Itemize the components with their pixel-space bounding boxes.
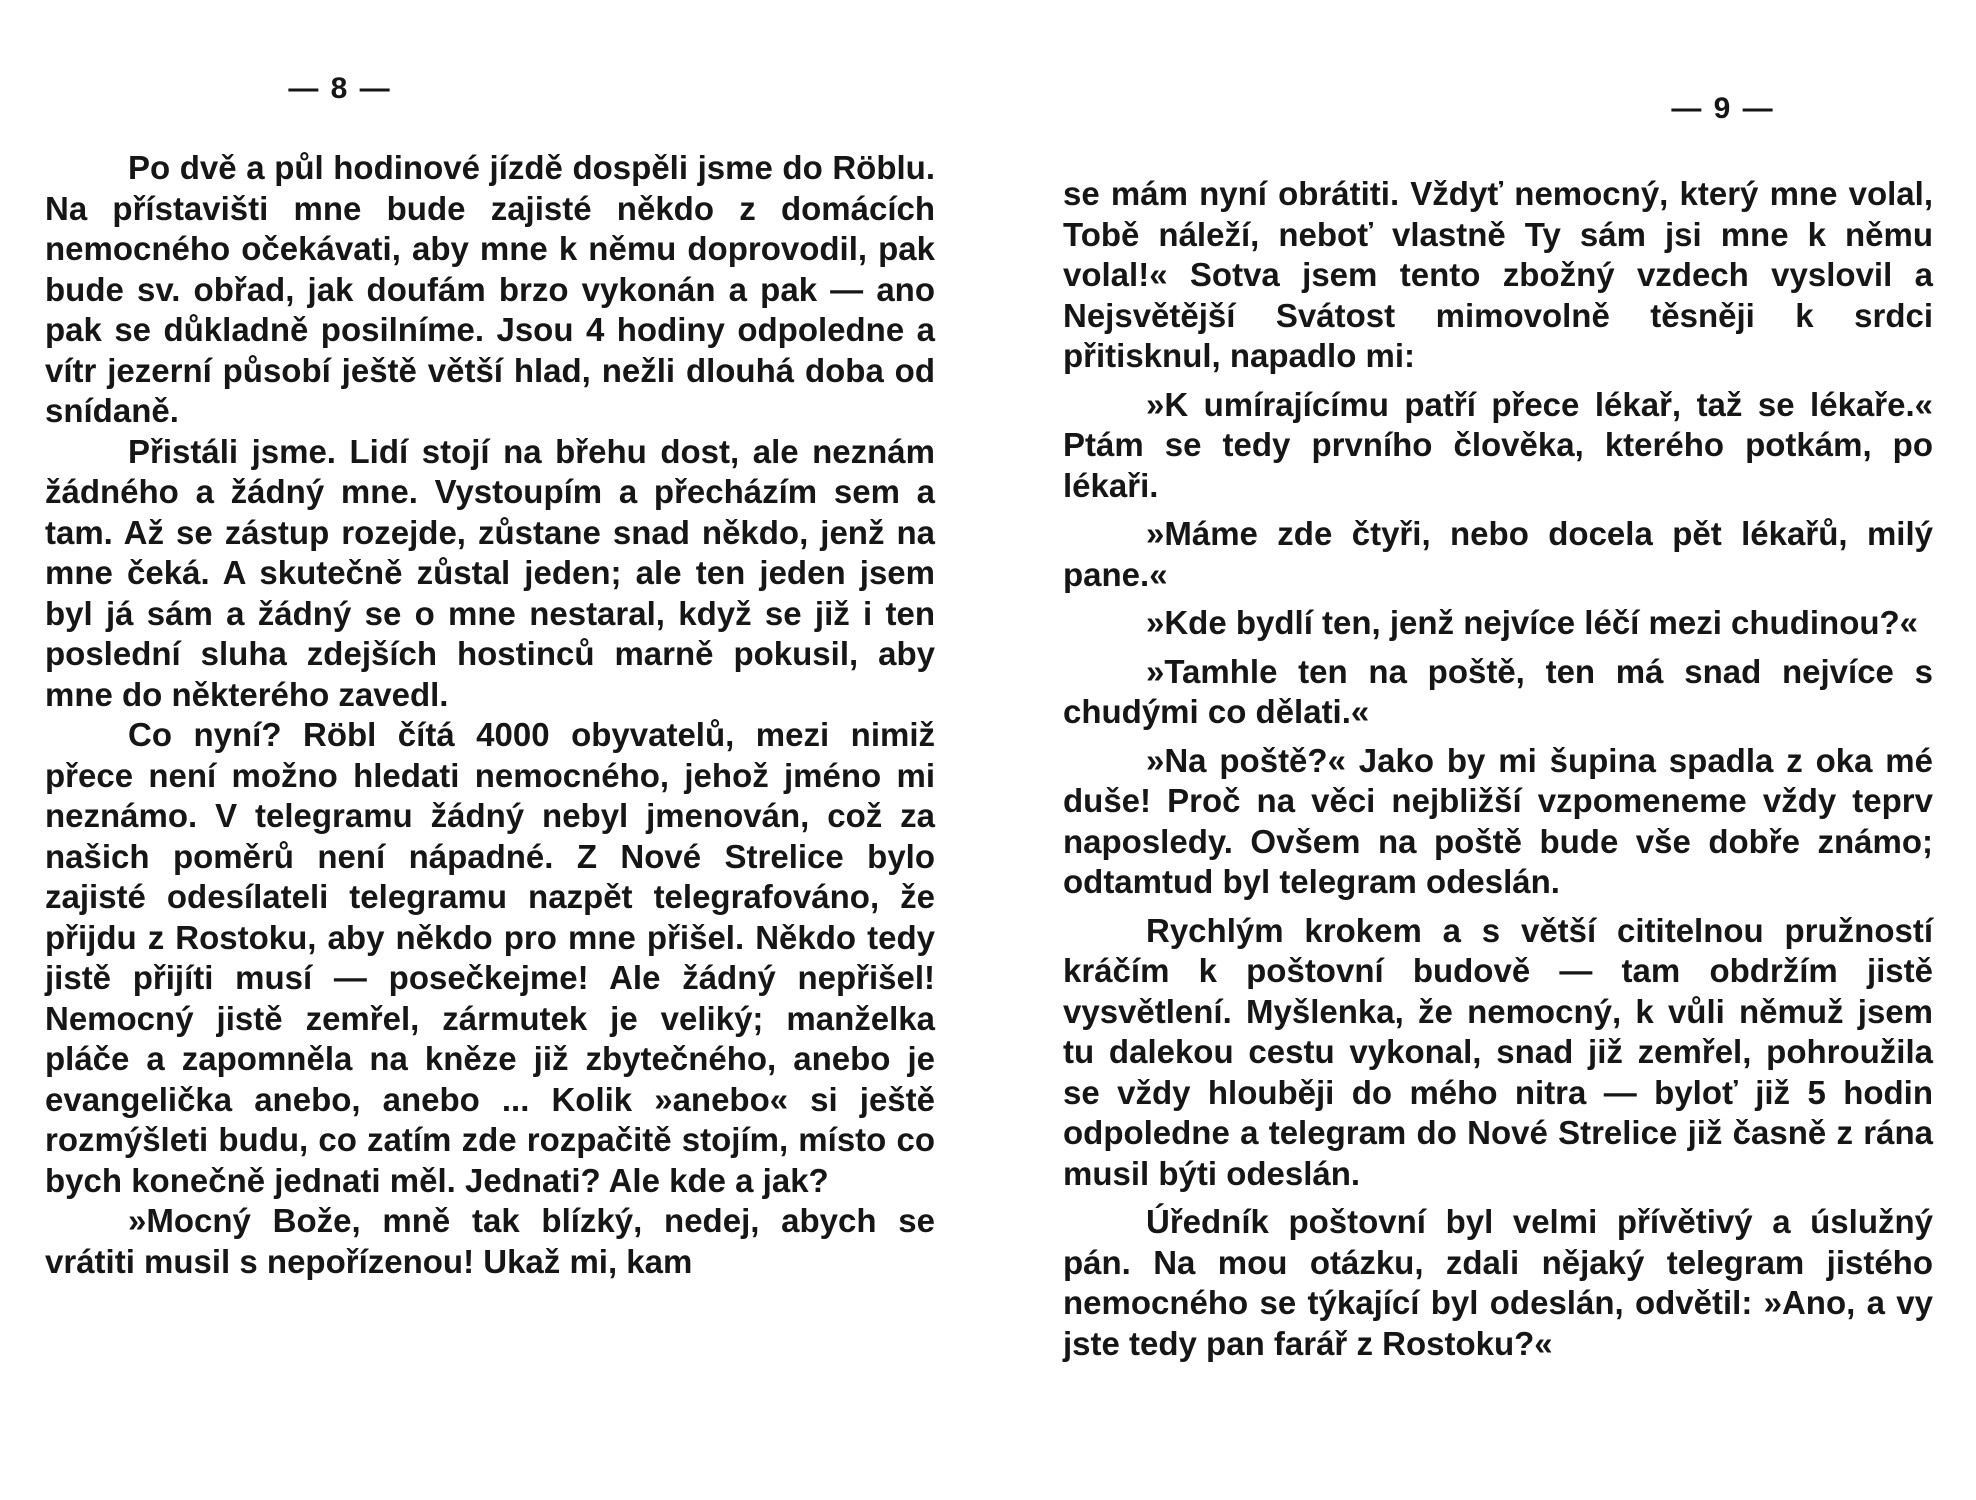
paragraph: Co nyní? Röbl čítá 4000 obyvatelů, mezi nimiž přece není možno hledati nemocného, jehož jméno mi neznámo. V telegramu žádný nebyl jmenován, což za našich poměrů není nápadné. Z Nové Strelice bylo zajisté odesílateli telegramu nazpět telegrafováno, že přijdu z Rostoku, aby někdo pro mne přišel. Někdo tedy jistě přijíti musí — posečkejme! Ale žádný nepřišel! Nemocný jistě zemřel, zármutek je veliký; manželka pláče a zapomněla na kněze již zbytečného, anebo je evangelička anebo, anebo ... Kolik »anebo« si ještě rozmýšleti budu, co zatím zde rozpačitě stojím, místo co bych konečně jednati měl. Jednati? Ale kde a jak? — [45, 716, 935, 1199]
paragraph: se mám nyní obrátiti. Vždyť nemocný, který mne volal, Tobě náleží, neboť vlastně Ty sám jsi mne k němu volal!« Sotva jsem tento zbožný vzdech vyslovil a Nejsvětější Svátost mimovolně těsněji k srdci přitisknul, napadlo mi: — [1063, 175, 1933, 374]
paragraph: Úředník poštovní byl velmi přívětivý a úslužný pán. Na mou otázku, zdali nějaký telegram jistého nemocného se týkající byl odeslán, odvětil: »Ano, a vy jste tedy pan farář z Rostoku?« — [1063, 1203, 1933, 1362]
paragraph: »Na poště?« Jako by mi šupina spadla z oka mé duše! Proč na věci nejbližší vzpomeneme vždy teprv naposledy. Ovšem na poště bude vše dobře známo; odtamtud byl telegram odeslán. — [1063, 741, 1933, 900]
paragraph: Přistáli jsme. Lidí stojí na břehu dost, ale neznám žádného a žádný mne. Vystoupím a přecházím sem a tam. Až se zástup rozejde, zůstane snad někdo, jenž na mne čeká. A skutečně zůstal jeden; ale ten jeden jsem byl já sám a žádný se o mne nestaral, když se již i ten poslední sluha zdejších hostinců marně pokusil, aby mne do některého zavedl. — [45, 432, 935, 713]
page-text — [45, 148, 935, 1282]
paragraph: Po dvě a půl hodinové jízdě dospěli jsme do Röblu. Na přístavišti mne bude zajisté někdo z domácích nemocného očekávati, aby mne k němu doprovodil, pak bude sv. obřad, jak doufám brzo vykonán a pak — ano pak se důkladně posilníme. Jsou 4 hodiny odpoledne a vítr jezerní působí ještě větší hlad, nežli dlouhá doba od snídaně. — [45, 149, 935, 429]
paragraph: »Kde bydlí ten, jenž nejvíce léčí mezi chudinou?« — [1146, 604, 1919, 641]
left-page — [45, 0, 935, 1500]
page-number: — 8 — — [288, 72, 392, 105]
paragraph: Rychlým krokem a s větší cititelnou pružností kráčím k poštovní budově — tam obdržím jistě vysvětlení. Myšlenka, že nemocný, k vůli němuž jsem tu dalekou cestu vykonal, snad již zemřel, pohroužila se vždy hlouběji do mého nitra — byloť již 5 hodin odpoledne a telegram do Nové Strelice již časně z rána musil býti odeslán. — [1063, 911, 1933, 1192]
page-text — [1063, 174, 1933, 1364]
page-number: — 9 — — [1671, 92, 1775, 125]
paragraph: »Tamhle ten na poště, ten má snad nejvíce s chudými co dělati.« — [1063, 652, 1933, 730]
paragraph: »K umírajícímu patří přece lékař, taž se lékaře.« Ptám se tedy prvního člověka, kterého potkám, po lékaři. — [1063, 385, 1933, 504]
paragraph: »Máme zde čtyři, nebo docela pět lékařů, milý pane.« — [1063, 515, 1933, 593]
right-page — [1063, 0, 1933, 1500]
paragraph: »Mocný Bože, mně tak blízký, nedej, abych se vrátiti musil s nepořízenou! Ukaž mi, kam — [45, 1202, 935, 1280]
